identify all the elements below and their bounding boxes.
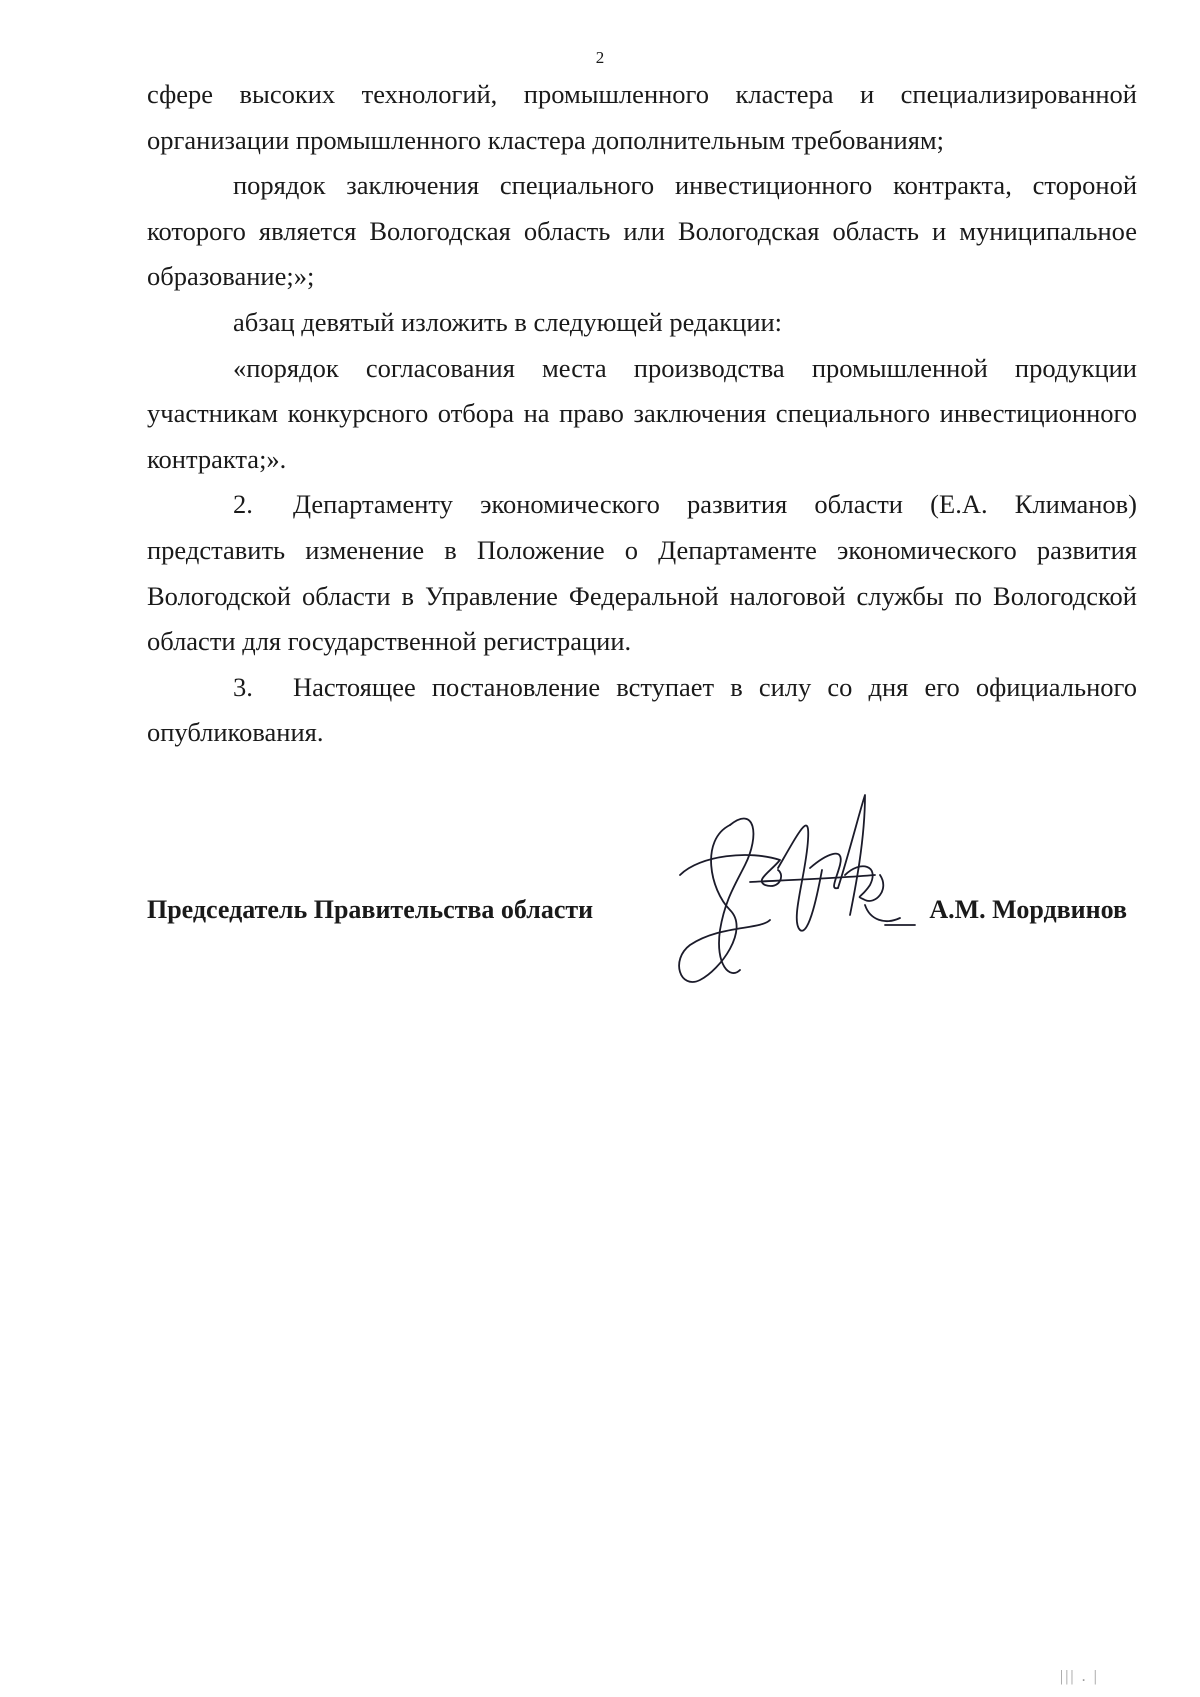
- signature-block: [147, 890, 1137, 930]
- paragraph-item-2: [147, 482, 1137, 664]
- paragraph-continuation: сфере высоких технологий, промышленного кластера и специализированной организации промышленного кластера дополнительным требованиям;: [147, 79, 1137, 155]
- item-3-text: Настоящее постановление вступает в силу со дня его официального опубликования.: [147, 671, 1137, 748]
- page-number: 2: [595, 48, 605, 67]
- paragraph-contract-procedure: порядок заключения специального инвестиционного контракта, стороной которого является Вологодская область или Вологодская область и муниципальное образование;»;: [147, 170, 1137, 292]
- paragraph-item-3: [147, 665, 1137, 756]
- document-body: [147, 72, 1137, 756]
- paragraph-ninth-abzac: абзац девятый изложить в следующей редакции:: [233, 306, 783, 337]
- item-2-text: Департаменту экономического развития области (Е.А. Климанов) представить изменение в Положение о Департаменте экономического развития Вологодской области в Управление Федеральной налоговой службы по Вологодской области для государственной регистрации.: [147, 489, 1137, 657]
- item-3-number: 3.: [233, 671, 253, 702]
- item-2-number: 2.: [233, 489, 253, 520]
- paragraph-approval-procedure: «порядок согласования места производства промышленной продукции участникам конкурсного отбора на право заключения специального инвестиционного контракта;».: [147, 352, 1137, 474]
- signer-name: А.М. Мордвинов: [929, 895, 1127, 924]
- scan-marks: ||| . |: [1060, 1668, 1099, 1685]
- signer-position: Председатель Правительства области: [147, 895, 594, 924]
